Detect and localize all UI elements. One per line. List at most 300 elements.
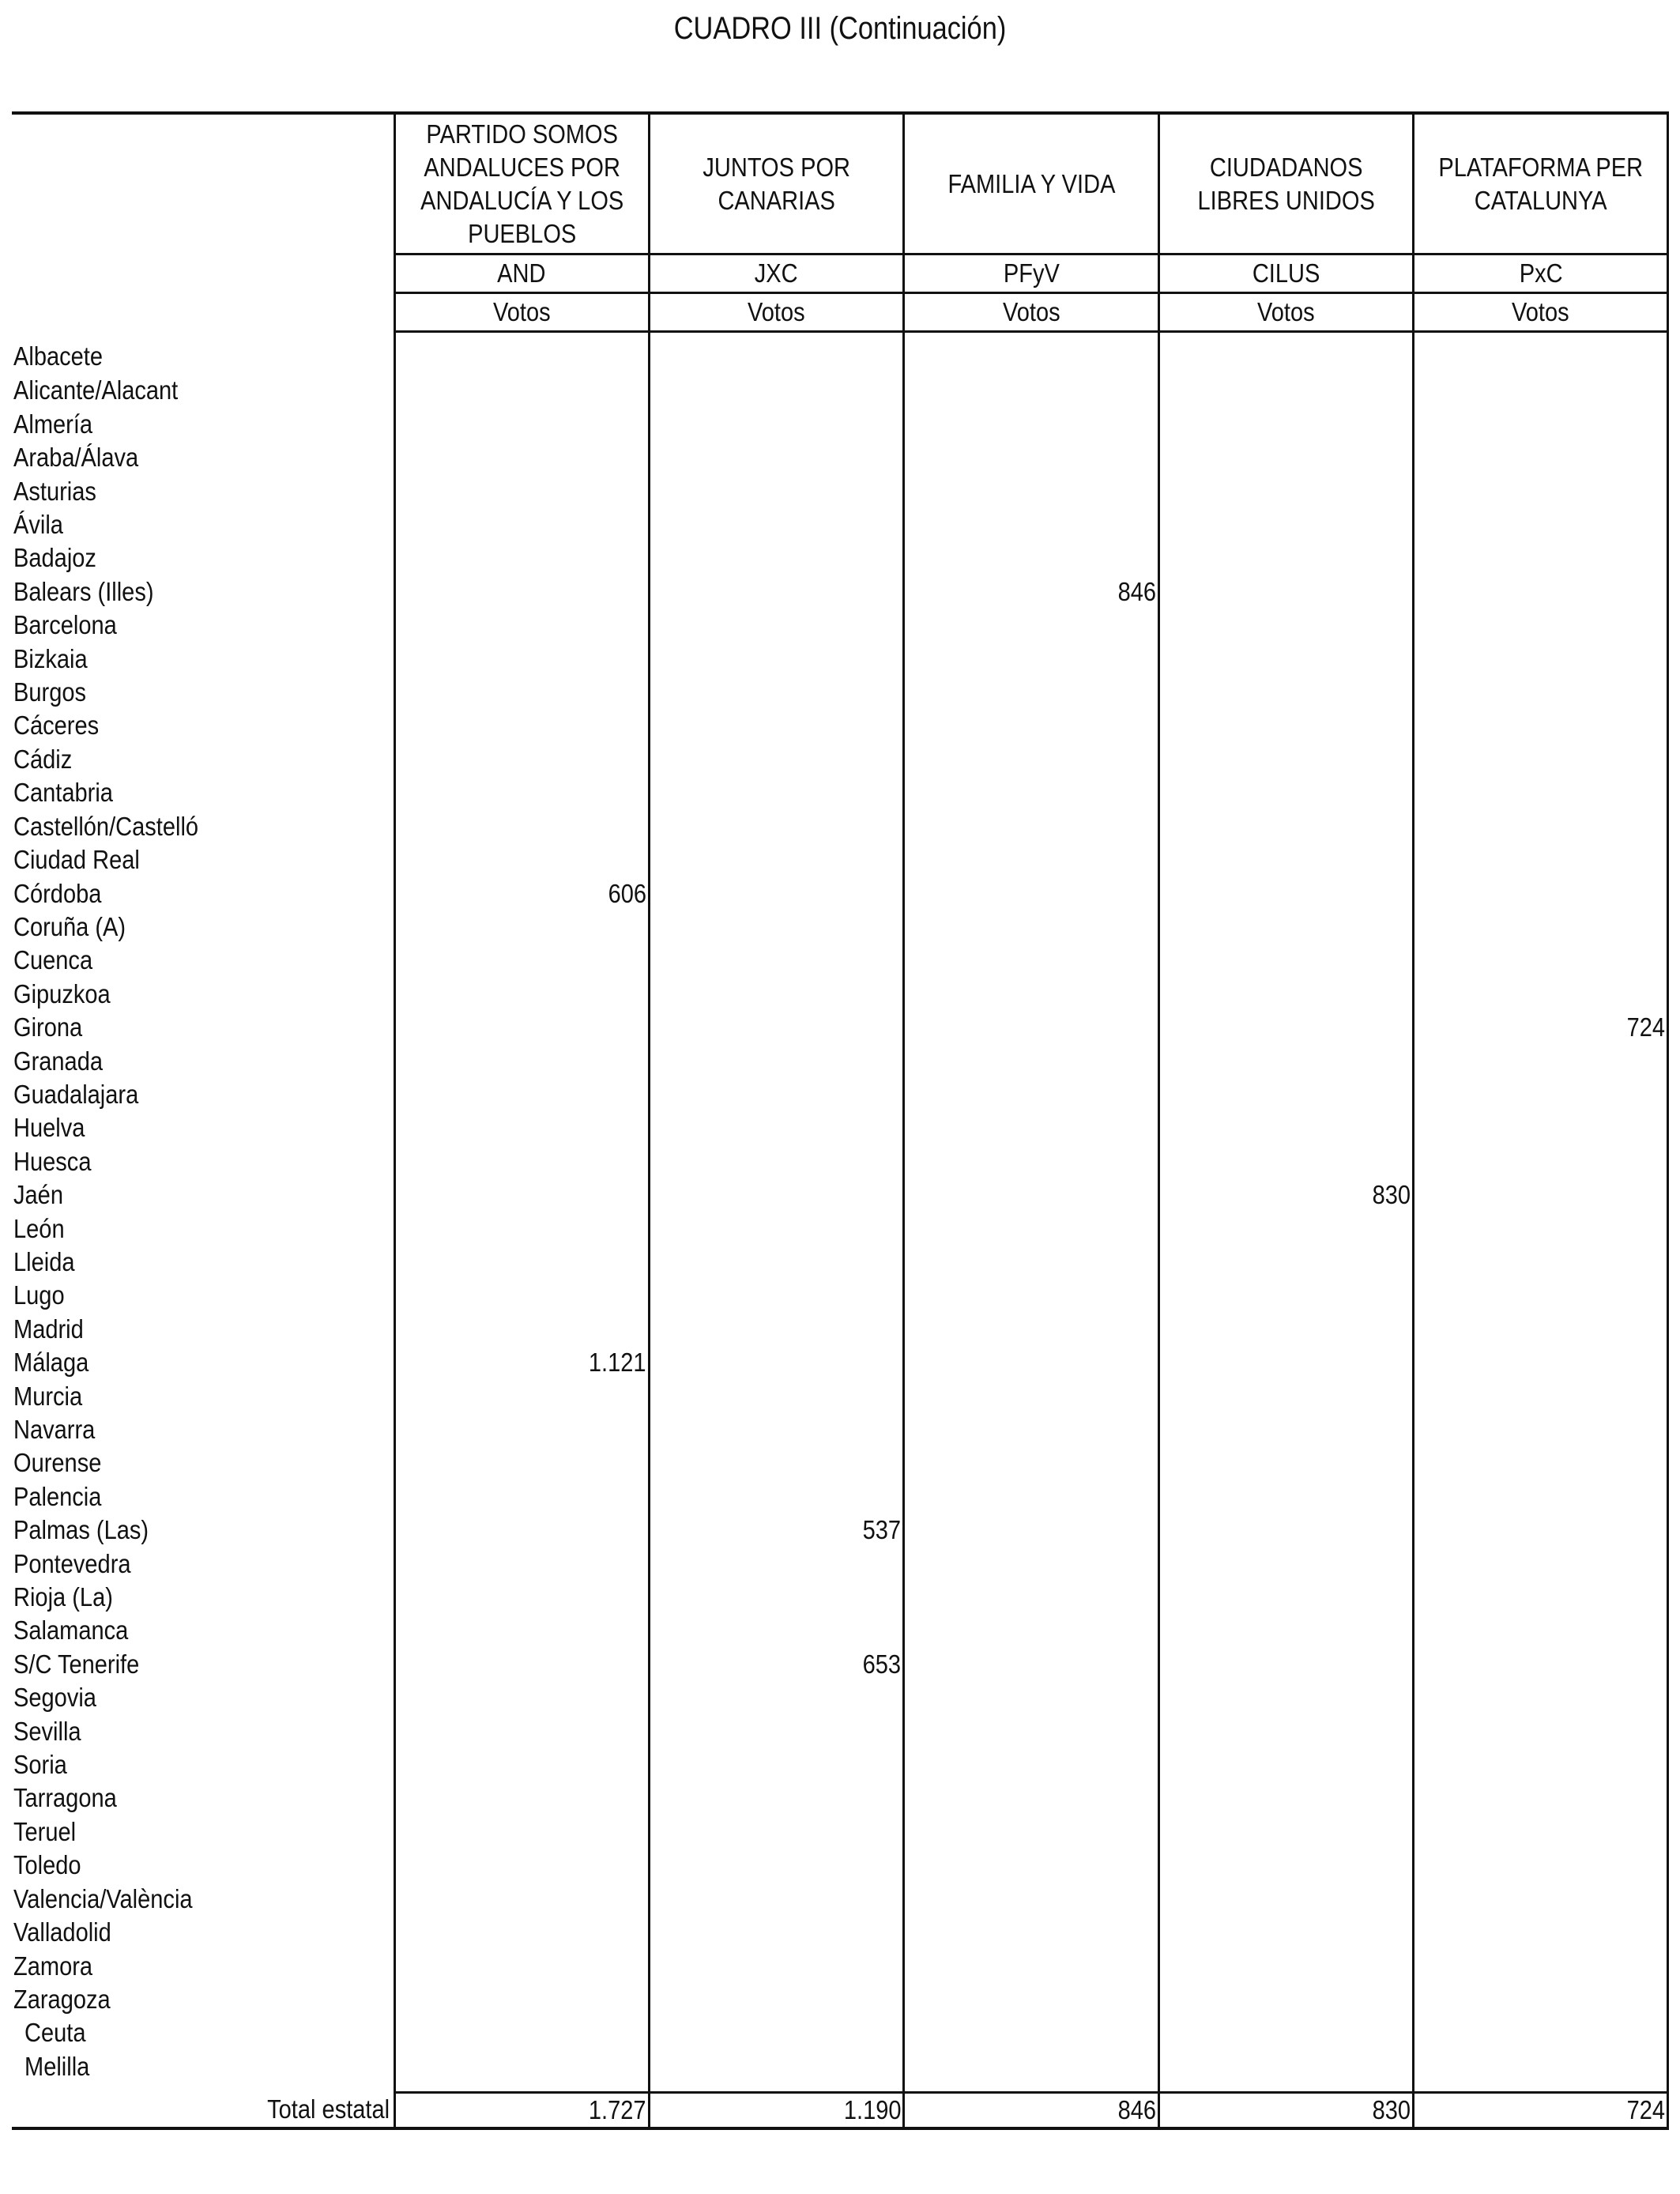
- province-name: Segovia: [13, 1683, 96, 1713]
- vote-cell: [394, 1748, 649, 1781]
- column-header-abbr: JXC: [649, 254, 903, 293]
- table-row: [12, 1849, 1668, 1882]
- vote-cell: [394, 1648, 649, 1681]
- vote-cell: [649, 1681, 903, 1714]
- table-row: [12, 1045, 1668, 1078]
- corner-cell: [12, 113, 394, 254]
- vote-cell: [904, 332, 1158, 375]
- vote-cell: [1158, 1514, 1413, 1547]
- table-row: [12, 475, 1668, 508]
- vote-cell: [1158, 1480, 1413, 1514]
- vote-cell: [394, 1983, 649, 2016]
- vote-cell: [649, 1045, 903, 1078]
- vote-cell: [394, 643, 649, 676]
- vote-cell: [1414, 1045, 1668, 1078]
- table-row: [12, 709, 1668, 742]
- vote-cell: [649, 1413, 903, 1446]
- table-row: [12, 1748, 1668, 1781]
- vote-cell: [904, 1614, 1158, 1647]
- vote-cell: [1158, 374, 1413, 407]
- table-row: [12, 1145, 1668, 1178]
- vote-cell: [394, 475, 649, 508]
- vote-cell: [649, 1748, 903, 1781]
- vote-cell: [1158, 1212, 1413, 1246]
- vote-cell: [904, 1815, 1158, 1849]
- vote-cell: [394, 332, 649, 375]
- vote-cell: [1414, 709, 1668, 742]
- vote-cell: [394, 575, 649, 609]
- table-row: [12, 1681, 1668, 1714]
- vote-cell: [394, 1178, 649, 1212]
- table-row: [12, 1279, 1668, 1312]
- table-row: [12, 1916, 1668, 1949]
- province-name: Alicante/Alacant: [13, 375, 179, 405]
- vote-cell: [649, 1715, 903, 1748]
- vote-cell: [904, 978, 1158, 1011]
- table-row: [12, 1346, 1668, 1379]
- table-row: [12, 408, 1668, 441]
- vote-cell: [1414, 1581, 1668, 1614]
- table-row: [12, 441, 1668, 474]
- vote-cell: [1414, 877, 1668, 910]
- vote-cell: [1158, 1279, 1413, 1312]
- vote-cell: [394, 1614, 649, 1647]
- vote-cell: [649, 441, 903, 474]
- vote-cell: [904, 2016, 1158, 2049]
- province-name: Salamanca: [13, 1615, 129, 1646]
- vote-cell: [394, 2050, 649, 2093]
- vote-cell: [1158, 1045, 1413, 1078]
- vote-cell: [649, 776, 903, 809]
- province-name: Cáceres: [13, 711, 100, 741]
- vote-cell: [1158, 1849, 1413, 1882]
- vote-cell: [1414, 776, 1668, 809]
- vote-cell: [1414, 1849, 1668, 1882]
- vote-cell: [904, 1715, 1158, 1748]
- table-row: [12, 843, 1668, 876]
- total-value: 846: [904, 2093, 1158, 2129]
- vote-cell: [904, 374, 1158, 407]
- province-name: Coruña (A): [13, 911, 126, 941]
- province-name: Almería: [13, 409, 93, 439]
- table-row: [12, 575, 1668, 609]
- vote-cell: [904, 1145, 1158, 1178]
- vote-cell: [1158, 332, 1413, 375]
- vote-cell: [904, 843, 1158, 876]
- table-row: [12, 1648, 1668, 1681]
- vote-cell: [1158, 910, 1413, 944]
- vote-cell: [1414, 541, 1668, 575]
- vote-cell: [1158, 575, 1413, 609]
- province-name: Pontevedra: [13, 1548, 131, 1578]
- vote-cell: [649, 709, 903, 742]
- vote-cell: [649, 643, 903, 676]
- column-header-unit: Votos: [1414, 293, 1668, 332]
- vote-cell: [1158, 978, 1413, 1011]
- vote-cell: [394, 843, 649, 876]
- vote-cell: [1414, 1313, 1668, 1346]
- province-name: Castellón/Castelló: [13, 811, 199, 841]
- vote-cell: [904, 1446, 1158, 1480]
- vote-cell: [1414, 1648, 1668, 1681]
- vote-cell: [904, 1983, 1158, 2016]
- corner-cell: [12, 293, 394, 332]
- column-header-name: JUNTOS POR CANARIAS: [649, 113, 903, 254]
- vote-cell: [649, 1581, 903, 1614]
- vote-cell: [394, 541, 649, 575]
- province-name: Lleida: [13, 1246, 75, 1276]
- vote-cell: [1414, 1246, 1668, 1279]
- vote-cell: 846: [904, 575, 1158, 609]
- table-row: [12, 541, 1668, 575]
- vote-cell: [394, 1011, 649, 1044]
- table-row: [12, 810, 1668, 843]
- vote-cell: [394, 676, 649, 709]
- province-name: Sevilla: [13, 1716, 81, 1746]
- vote-cell: [904, 1111, 1158, 1144]
- vote-cell: [1158, 1614, 1413, 1647]
- province-name: Ciudad Real: [13, 845, 140, 875]
- vote-cell: [904, 910, 1158, 944]
- table-row: [12, 2016, 1668, 2049]
- vote-cell: [904, 1581, 1158, 1614]
- province-name: Huelva: [13, 1113, 85, 1143]
- vote-cell: [904, 743, 1158, 776]
- table-row: [12, 332, 1668, 375]
- vote-cell: [649, 843, 903, 876]
- province-name: Girona: [13, 1012, 83, 1042]
- vote-cell: [394, 1916, 649, 1949]
- vote-cell: [1158, 944, 1413, 977]
- vote-cell: [904, 1380, 1158, 1413]
- vote-cell: [394, 1380, 649, 1413]
- vote-cell: [649, 1781, 903, 1815]
- total-value: 724: [1414, 2093, 1668, 2129]
- vote-cell: [1414, 1883, 1668, 1916]
- vote-cell: [649, 1849, 903, 1882]
- vote-cell: [394, 1413, 649, 1446]
- vote-cell: [1414, 1111, 1668, 1144]
- vote-cell: [1414, 1748, 1668, 1781]
- total-value: 1.190: [649, 2093, 903, 2129]
- province-name: Ávila: [13, 510, 63, 540]
- vote-cell: [649, 2050, 903, 2093]
- vote-cell: [1158, 508, 1413, 541]
- province-name: Granada: [13, 1046, 104, 1076]
- vote-cell: [1414, 1078, 1668, 1111]
- vote-cell: [1158, 1547, 1413, 1581]
- vote-cell: [649, 743, 903, 776]
- vote-cell: [1414, 1547, 1668, 1581]
- vote-cell: [1414, 1681, 1668, 1714]
- vote-cell: [1414, 676, 1668, 709]
- vote-cell: [904, 508, 1158, 541]
- province-name: Murcia: [13, 1381, 83, 1411]
- vote-cell: [1414, 1514, 1668, 1547]
- vote-cell: [904, 1313, 1158, 1346]
- vote-cell: [394, 1480, 649, 1514]
- column-header-abbr: PFyV: [904, 254, 1158, 293]
- table-row: [12, 1313, 1668, 1346]
- vote-cell: [1414, 1950, 1668, 1983]
- province-name: Palmas (Las): [13, 1515, 149, 1545]
- vote-cell: [649, 575, 903, 609]
- province-name: Ceuta: [24, 2018, 86, 2048]
- vote-cell: [904, 1648, 1158, 1681]
- province-name: Cuenca: [13, 945, 93, 975]
- total-value: 830: [1158, 2093, 1413, 2129]
- vote-cell: [394, 2016, 649, 2049]
- table-row: [12, 1480, 1668, 1514]
- vote-cell: [1414, 1983, 1668, 2016]
- vote-cell: [1414, 1614, 1668, 1647]
- province-name: Madrid: [13, 1314, 84, 1344]
- results-table: [12, 111, 1669, 2130]
- vote-cell: [394, 776, 649, 809]
- column-header-unit: Votos: [904, 293, 1158, 332]
- vote-cell: [904, 1279, 1158, 1312]
- table-row: [12, 944, 1668, 977]
- vote-cell: [1158, 2050, 1413, 2093]
- vote-cell: [394, 1045, 649, 1078]
- table-row: [12, 1614, 1668, 1647]
- table-row: [12, 1781, 1668, 1815]
- vote-cell: [1414, 332, 1668, 375]
- vote-cell: [1414, 475, 1668, 508]
- province-name: Araba/Álava: [13, 443, 139, 473]
- table-row: [12, 1950, 1668, 1983]
- vote-cell: [649, 1380, 903, 1413]
- table-row: [12, 1413, 1668, 1446]
- vote-cell: [904, 1950, 1158, 1983]
- vote-cell: [649, 1916, 903, 1949]
- vote-cell: [394, 1078, 649, 1111]
- column-header-unit: Votos: [1158, 293, 1413, 332]
- vote-cell: [1158, 1781, 1413, 1815]
- province-name: Badajoz: [13, 543, 96, 573]
- vote-cell: [1158, 743, 1413, 776]
- column-header-name: FAMILIA Y VIDA: [904, 113, 1158, 254]
- vote-cell: [1414, 643, 1668, 676]
- table-row: [12, 776, 1668, 809]
- vote-cell: [1414, 408, 1668, 441]
- province-name: Guadalajara: [13, 1079, 139, 1109]
- vote-cell: [649, 1614, 903, 1647]
- table-row: [12, 508, 1668, 541]
- vote-cell: [394, 408, 649, 441]
- province-name: Cádiz: [13, 744, 73, 774]
- vote-cell: [904, 475, 1158, 508]
- vote-cell: 724: [1414, 1011, 1668, 1044]
- vote-cell: [394, 1111, 649, 1144]
- unit-header-row: [12, 293, 1668, 332]
- province-name: Málaga: [13, 1348, 89, 1378]
- vote-cell: [904, 1514, 1158, 1547]
- province-name: Tarragona: [13, 1783, 117, 1813]
- vote-cell: [1158, 1815, 1413, 1849]
- vote-cell: [394, 743, 649, 776]
- vote-cell: [904, 1212, 1158, 1246]
- vote-cell: [649, 541, 903, 575]
- table-row: [12, 1212, 1668, 1246]
- vote-cell: [1158, 643, 1413, 676]
- vote-cell: [904, 441, 1158, 474]
- vote-cell: [1414, 1279, 1668, 1312]
- province-name: Zamora: [13, 1951, 93, 1981]
- vote-cell: [1414, 1413, 1668, 1446]
- province-name: Toledo: [13, 1850, 81, 1880]
- table-row: [12, 1815, 1668, 1849]
- vote-cell: [904, 1480, 1158, 1514]
- province-name: Balears (Illes): [13, 576, 154, 606]
- vote-cell: [394, 1313, 649, 1346]
- table-row: [12, 2050, 1668, 2093]
- vote-cell: [1158, 709, 1413, 742]
- vote-cell: [1158, 1346, 1413, 1379]
- vote-cell: [1414, 978, 1668, 1011]
- vote-cell: [394, 1950, 649, 1983]
- province-name: Palencia: [13, 1481, 102, 1511]
- vote-cell: [1158, 441, 1413, 474]
- table-row: [12, 1380, 1668, 1413]
- vote-cell: [394, 1514, 649, 1547]
- vote-cell: [904, 810, 1158, 843]
- column-header-name: CIUDADANOS LIBRES UNIDOS: [1158, 113, 1413, 254]
- province-name: Córdoba: [13, 878, 102, 908]
- vote-cell: [649, 810, 903, 843]
- vote-cell: [1158, 776, 1413, 809]
- vote-cell: [1414, 508, 1668, 541]
- vote-cell: [904, 709, 1158, 742]
- province-name: Melilla: [24, 2052, 90, 2082]
- vote-cell: [394, 1681, 649, 1714]
- vote-cell: [904, 1078, 1158, 1111]
- table-row: [12, 676, 1668, 709]
- vote-cell: [649, 1145, 903, 1178]
- vote-cell: [1158, 1581, 1413, 1614]
- vote-cell: [1414, 1815, 1668, 1849]
- vote-cell: [649, 944, 903, 977]
- table-row: [12, 1547, 1668, 1581]
- vote-cell: [1414, 1145, 1668, 1178]
- vote-cell: [394, 609, 649, 642]
- vote-cell: [1414, 2050, 1668, 2093]
- vote-cell: [394, 810, 649, 843]
- vote-cell: 830: [1158, 1178, 1413, 1212]
- vote-cell: [1414, 944, 1668, 977]
- vote-cell: [394, 944, 649, 977]
- vote-cell: [1414, 743, 1668, 776]
- vote-cell: [1414, 1212, 1668, 1246]
- province-name: Rioja (La): [13, 1582, 113, 1612]
- vote-cell: [904, 1178, 1158, 1212]
- party-name-header-row: [12, 113, 1668, 254]
- vote-cell: [1414, 2016, 1668, 2049]
- vote-cell: [904, 1045, 1158, 1078]
- province-name: Barcelona: [13, 610, 117, 640]
- vote-cell: 606: [394, 877, 649, 910]
- vote-cell: [904, 1916, 1158, 1949]
- vote-cell: [394, 1446, 649, 1480]
- table-row: [12, 1983, 1668, 2016]
- vote-cell: [904, 1883, 1158, 1916]
- province-name: Cantabria: [13, 778, 113, 808]
- vote-cell: [1414, 1346, 1668, 1379]
- vote-cell: [1414, 843, 1668, 876]
- vote-cell: [904, 944, 1158, 977]
- vote-cell: [649, 475, 903, 508]
- table-row: [12, 910, 1668, 944]
- vote-cell: [649, 374, 903, 407]
- table-row: [12, 1715, 1668, 1748]
- vote-cell: [1158, 1648, 1413, 1681]
- vote-cell: [649, 1011, 903, 1044]
- vote-cell: [1158, 1883, 1413, 1916]
- table-row: [12, 743, 1668, 776]
- province-name: Burgos: [13, 677, 87, 707]
- vote-cell: [1414, 609, 1668, 642]
- vote-cell: [1414, 1480, 1668, 1514]
- vote-cell: [394, 1246, 649, 1279]
- vote-cell: [394, 508, 649, 541]
- vote-cell: [904, 1547, 1158, 1581]
- vote-cell: [1158, 541, 1413, 575]
- column-header-abbr: AND: [394, 254, 649, 293]
- vote-cell: [904, 1748, 1158, 1781]
- vote-cell: [1414, 374, 1668, 407]
- vote-cell: [1158, 1715, 1413, 1748]
- vote-cell: [1158, 1246, 1413, 1279]
- province-name: Zaragoza: [13, 1984, 111, 2014]
- vote-cell: [1158, 1916, 1413, 1949]
- table-row: [12, 374, 1668, 407]
- vote-cell: [904, 1781, 1158, 1815]
- vote-cell: [394, 978, 649, 1011]
- vote-cell: [649, 1346, 903, 1379]
- province-name: Valencia/València: [13, 1883, 193, 1913]
- vote-cell: [649, 1815, 903, 1849]
- vote-cell: [1414, 1178, 1668, 1212]
- vote-cell: [904, 541, 1158, 575]
- vote-cell: [649, 2016, 903, 2049]
- vote-cell: [1158, 676, 1413, 709]
- vote-cell: [649, 1313, 903, 1346]
- province-name: Albacete: [13, 341, 104, 371]
- vote-cell: [904, 1011, 1158, 1044]
- province-name: Soria: [13, 1750, 67, 1780]
- vote-cell: [1158, 1380, 1413, 1413]
- vote-cell: [1414, 910, 1668, 944]
- vote-cell: [1414, 1916, 1668, 1949]
- vote-cell: [394, 1715, 649, 1748]
- vote-cell: [394, 1883, 649, 1916]
- vote-cell: [649, 1178, 903, 1212]
- vote-cell: [394, 1145, 649, 1178]
- vote-cell: [904, 1413, 1158, 1446]
- vote-cell: [904, 408, 1158, 441]
- vote-cell: [1158, 1145, 1413, 1178]
- province-name: S/C Tenerife: [13, 1649, 140, 1679]
- vote-cell: [1414, 575, 1668, 609]
- table-row: [12, 1246, 1668, 1279]
- province-name: Jaén: [13, 1180, 63, 1210]
- vote-cell: [1414, 1446, 1668, 1480]
- vote-cell: [649, 1480, 903, 1514]
- vote-cell: [1158, 1313, 1413, 1346]
- vote-cell: [649, 609, 903, 642]
- vote-cell: [1158, 1011, 1413, 1044]
- total-value: 1.727: [394, 2093, 649, 2129]
